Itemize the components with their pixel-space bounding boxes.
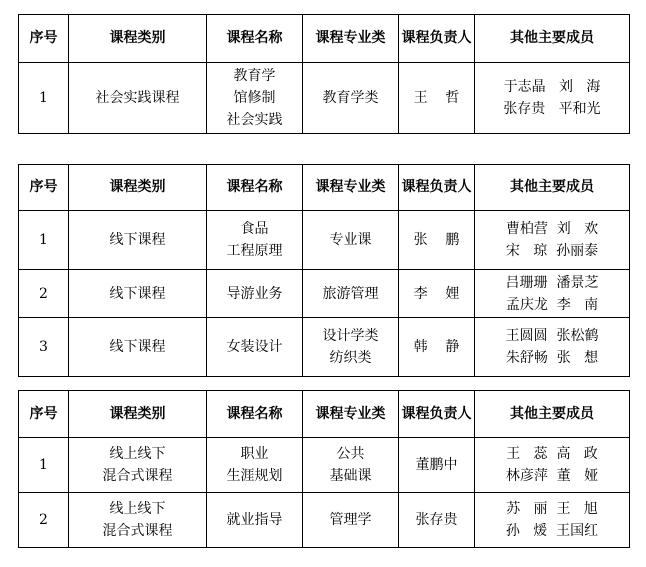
course-table-3 xyxy=(18,390,630,548)
cell-course-type: 线下课程 xyxy=(69,270,207,318)
header-members: 其他主要成员 xyxy=(475,15,630,63)
cell-no: 2 xyxy=(19,270,69,318)
table-row xyxy=(19,211,630,270)
table-row xyxy=(19,438,630,493)
cell-members: 王圆圆 张松鹤 朱舒畅 张 想 xyxy=(475,318,630,377)
table-header xyxy=(19,165,630,211)
cell-course-major: 教育学类 xyxy=(303,63,399,134)
header-no: 序号 xyxy=(19,391,69,438)
header-course-lead: 课程负责人 xyxy=(399,15,475,63)
header-course-type: 课程类别 xyxy=(69,165,207,211)
cell-no: 3 xyxy=(19,318,69,377)
cell-course-type: 线上线下 混合式课程 xyxy=(69,438,207,493)
cell-course-type: 线下课程 xyxy=(69,211,207,270)
header-course-type: 课程类别 xyxy=(69,391,207,438)
cell-course-name: 教育学 馆修制 社会实践 xyxy=(207,63,303,134)
cell-no: 1 xyxy=(19,438,69,493)
course-table-2 xyxy=(18,164,630,377)
cell-members: 曹柏营 刘 欢 宋 琼 孙丽泰 xyxy=(475,211,630,270)
header-course-name: 课程名称 xyxy=(207,391,303,438)
course-table-1 xyxy=(18,14,630,134)
cell-course-lead: 王 哲 xyxy=(399,63,475,134)
cell-members: 王 蕊 高 政 林彦萍 董 娅 xyxy=(475,438,630,493)
cell-course-type: 社会实践课程 xyxy=(69,63,207,134)
cell-course-name: 导游业务 xyxy=(207,270,303,318)
cell-course-name: 职业 生涯规划 xyxy=(207,438,303,493)
cell-course-lead: 张 鹏 xyxy=(399,211,475,270)
header-course-name: 课程名称 xyxy=(207,15,303,63)
cell-no: 2 xyxy=(19,493,69,548)
cell-course-type: 线下课程 xyxy=(69,318,207,377)
cell-no: 1 xyxy=(19,63,69,134)
cell-course-major: 旅游管理 xyxy=(303,270,399,318)
cell-course-type: 线上线下 混合式课程 xyxy=(69,493,207,548)
cell-course-lead: 韩 静 xyxy=(399,318,475,377)
header-course-major: 课程专业类 xyxy=(303,165,399,211)
header-course-lead: 课程负责人 xyxy=(399,391,475,438)
header-members: 其他主要成员 xyxy=(475,165,630,211)
table-row xyxy=(19,270,630,318)
table-header xyxy=(19,391,630,438)
cell-course-name: 就业指导 xyxy=(207,493,303,548)
cell-course-major: 公共 基础课 xyxy=(303,438,399,493)
cell-members: 于志晶 刘 海 张存贵 平和光 xyxy=(475,63,630,134)
header-course-name: 课程名称 xyxy=(207,165,303,211)
cell-course-major: 管理学 xyxy=(303,493,399,548)
table-header xyxy=(19,15,630,63)
header-no: 序号 xyxy=(19,165,69,211)
cell-members: 苏 丽 王 旭 孙 煖 王国红 xyxy=(475,493,630,548)
cell-members: 吕珊珊 潘景芝 孟庆龙 李 南 xyxy=(475,270,630,318)
cell-course-major: 专业课 xyxy=(303,211,399,270)
table-row xyxy=(19,493,630,548)
cell-course-lead: 李 娌 xyxy=(399,270,475,318)
header-course-major: 课程专业类 xyxy=(303,391,399,438)
cell-no: 1 xyxy=(19,211,69,270)
header-course-lead: 课程负责人 xyxy=(399,165,475,211)
cell-course-lead: 张存贵 xyxy=(399,493,475,548)
header-members: 其他主要成员 xyxy=(475,391,630,438)
table-row xyxy=(19,63,630,134)
table-row xyxy=(19,318,630,377)
cell-course-name: 女装设计 xyxy=(207,318,303,377)
header-course-type: 课程类别 xyxy=(69,15,207,63)
header-no: 序号 xyxy=(19,15,69,63)
cell-course-lead: 董鹏中 xyxy=(399,438,475,493)
cell-course-name: 食品 工程原理 xyxy=(207,211,303,270)
cell-course-major: 设计学类 纺织类 xyxy=(303,318,399,377)
header-course-major: 课程专业类 xyxy=(303,15,399,63)
